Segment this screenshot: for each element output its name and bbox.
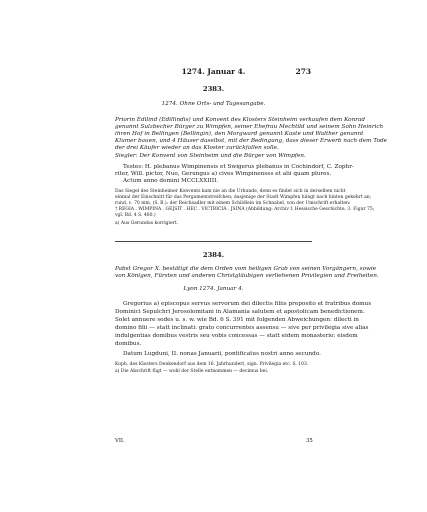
actum-line: Actum anno domini MCCLXXIIII. xyxy=(123,178,219,184)
sheet-number: 35 xyxy=(306,438,313,444)
regest-line: Priorin Edilind (Edillindis) und Konvent des Klosters Steinheim verkaufen dem Konrad xyxy=(115,117,366,123)
regest-line: Klumer bauen, und 4 Häuser daselbst, mit der Bedingung, dass dieser Erwerb nach dem Tode xyxy=(115,138,387,144)
charter-text-line: Gregorius a) episcopus servus servorum dei dilectis filiis preposito et fratribus domus xyxy=(123,301,372,307)
running-head-page-number: 273 xyxy=(295,67,311,76)
regest-line: ihren Hof in Bellingen (Bellingin), den Morgward genannt Kaste und Walther genannt xyxy=(115,131,364,137)
datum-line: Datum Lugduni, II. nonas Januarii, pontificatus nostri anno secundo. xyxy=(123,351,321,357)
regest-line: genannt Sulzbecher Bürger zu Wimpfen, seiner Ehefrau Mechtild und seinem Sohn Heinrich xyxy=(115,124,384,130)
seal-note-line: vgl. Bd. 4 S. 480.) xyxy=(115,213,156,218)
charter-text-line: Solet annuere sedes u. s. w. wie Bd. 6 S. 391 mit folgenden Abweichungen: dilecti in xyxy=(115,317,359,323)
witness-line: riter, Will. pictor, Nuo, Gerungus a) cives Wimpinenses et alii quam plures. xyxy=(115,171,332,177)
footnote: a) Die Abschrift fügt — wohl der Stelle entnommen — decimus bei. xyxy=(115,369,269,374)
dateline: Lyon 1274. Januar 4. xyxy=(183,286,244,292)
seal-note-line: rund, c. 70 mm, (S. B.): der Reichsadler mit einem Schildlein im Schnabel, von der Umschrift erhalten: xyxy=(115,201,351,206)
charter-text-line: indulgentias domibus vestris seu vobis concessas — statt eidem monasterio: eisdem xyxy=(115,333,358,339)
regest-line: von Königen, Fürsten und anderen Christgläubigen verliehenen Privilegien und Freiheiten. xyxy=(115,273,379,279)
seal-note-line: † REGIA . WIMPINA . GEJSIT . HEC . VICTRICIA . JSINA (Abbildung: Archiv f. Hessische Geschichte, 3. Figur 75; xyxy=(115,207,375,212)
witness-line: Testes: H. plebanus Wimpinensis et Swigerus plebanus in Cochindorf, C. Zophr- xyxy=(123,164,354,170)
seal-note-line: Das Siegel des Steinheimer Konvents kam nie an die Urkunde, denn es findet sich in derselben nicht xyxy=(115,189,346,194)
source-note: Koph. des Klosters Denkendorf aus dem 16. Jahrhundert, sign. Privilegia etc. S. 103. xyxy=(115,362,309,367)
regest-line: der drei Käufer wieder an das Kloster zurückfallen solle. xyxy=(115,145,279,151)
running-head-date: 1274. Januar 4. xyxy=(181,67,246,76)
document-number: 2384. xyxy=(202,251,225,259)
regest-line: Pabst Gregor X. bestätigt die dem Orden vom heiligen Grab von seinen Vorgängern, sowie xyxy=(115,266,377,272)
seal-note-line: einmal der Einschnitt für das Pergamentstreifchen; dasjenige der Stadt Wimpfen hängt nach hinten gekehrt an; xyxy=(115,195,372,200)
signature-mark: VII. xyxy=(115,438,125,444)
charter-text-line: domino filii — statt inclinati: grato concurrentes assensu — sive per privilegia sive alias xyxy=(115,325,369,331)
charter-text-line: domibus. xyxy=(115,341,142,347)
dateline: 1274. Ohne Orts- und Tagesangabe. xyxy=(161,101,266,107)
sealer-line: Siegler: Der Konvent von Steinheim und die Bürger von Wimpfen. xyxy=(115,153,306,159)
divider-rule xyxy=(115,241,312,242)
footnote: a) Aus Gerundus korrigiert. xyxy=(115,221,179,226)
charter-text-line: Dominici Sepulchri Jerosolomitani in Alamania salutem et apostolicam benedictionem. xyxy=(115,309,365,315)
document-number: 2383. xyxy=(202,85,225,93)
